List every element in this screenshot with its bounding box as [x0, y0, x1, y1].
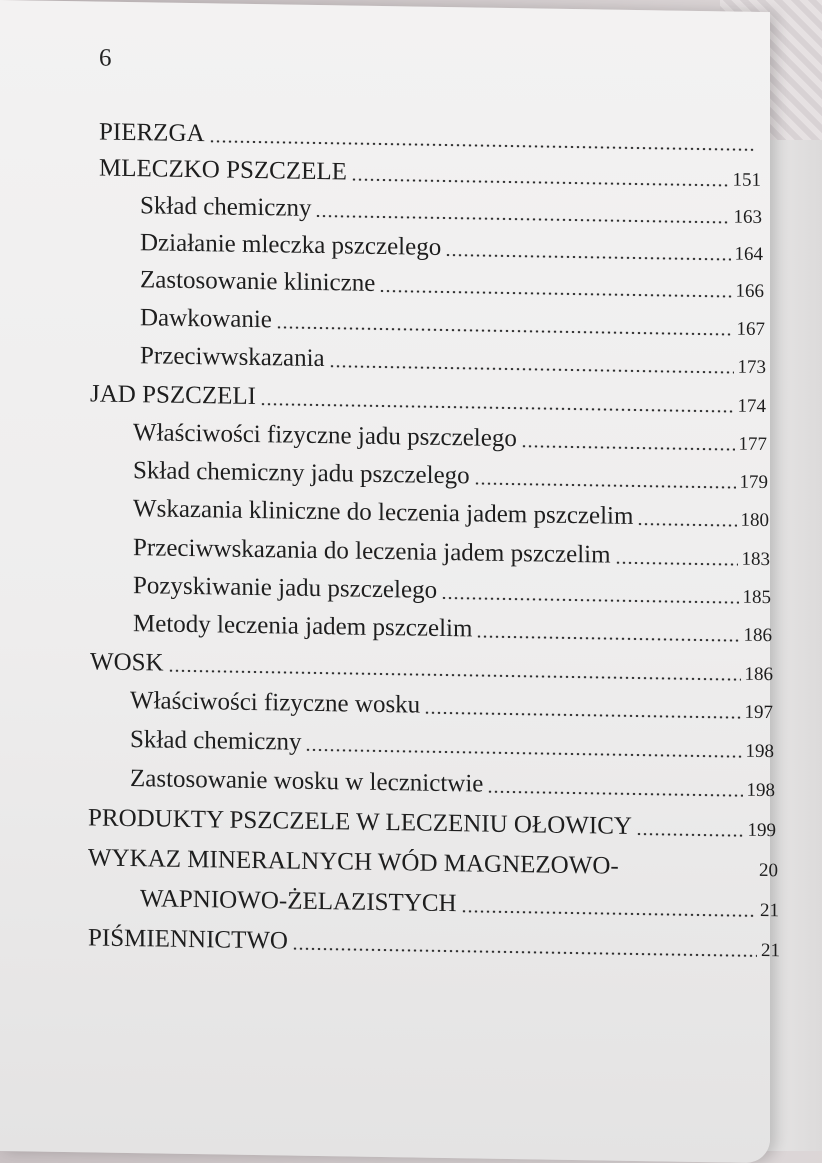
toc-entry-zastosowanie-kliniczne — [140, 267, 764, 302]
toc-entry-title: Wskazania kliniczne do leczenia jadem pszczelim — [133, 495, 634, 530]
toc-entry-page: 173 — [737, 356, 766, 379]
toc-entry-pozyskiwanie-jadu — [133, 573, 771, 608]
toc-entry-zastosowanie-wosku — [130, 766, 775, 801]
toc-entry-title: MLECZKO PSZCZELE — [99, 154, 347, 186]
toc-entry-produkty-olowica — [88, 805, 776, 841]
toc-entry-mleczko — [99, 156, 761, 191]
toc-entry-title: Przeciwwskazania do leczenia jadem pszczelim — [133, 534, 611, 569]
dot-leader — [292, 947, 757, 958]
toc-entry-page: 177 — [738, 433, 767, 456]
toc-entry-page: 186 — [743, 624, 772, 647]
toc-entry-page: 20 — [759, 859, 778, 882]
toc-entry-page: 163 — [733, 206, 762, 228]
dot-leader — [461, 909, 756, 918]
dot-leader — [636, 832, 744, 838]
dot-leader — [424, 711, 740, 720]
toc-entry-title: Zastosowanie kliniczne — [140, 266, 376, 297]
toc-entry-title: Zastosowanie wosku w lecznictwie — [130, 765, 484, 798]
toc-entry-page: 179 — [739, 471, 768, 494]
dot-leader — [260, 402, 734, 413]
toc-entry-page: 174 — [737, 395, 766, 418]
dot-leader — [209, 139, 755, 152]
dot-leader — [521, 444, 735, 451]
dot-leader — [276, 325, 733, 336]
toc-entry-pismiennictwo — [88, 925, 780, 961]
toc-entry-page: 151 — [732, 169, 761, 191]
toc-entry-title: JAD PSZCZELI — [90, 380, 256, 411]
toc-entry-title: Właściwości fizyczne wosku — [130, 687, 421, 719]
next-page-edge — [764, 140, 822, 1151]
toc-entry-metody-leczenia — [133, 611, 772, 646]
dot-leader — [487, 790, 742, 798]
dot-leader — [315, 214, 729, 225]
page-number: 6 — [99, 44, 112, 72]
toc-entry-page: 180 — [740, 509, 769, 532]
dot-leader — [445, 253, 730, 261]
toc-entry-title: WAPNIOWO-ŻELAZISTYCH — [140, 885, 457, 918]
toc-entry-title: PRODUKTY PSZCZELE W LECZENIU OŁOWICY — [88, 804, 632, 840]
toc-entry-page: 198 — [746, 779, 775, 802]
toc-entry-jad-pszczeli — [90, 381, 766, 417]
dot-leader — [329, 364, 734, 374]
toc-entry-title: WYKAZ MINERALNYCH WÓD MAGNEZOWO- — [88, 844, 619, 880]
toc-entry-dawkowanie — [140, 305, 765, 340]
toc-entry-sklad-jadu — [133, 458, 768, 493]
toc-entry-page: 186 — [744, 663, 773, 686]
dot-leader — [379, 289, 731, 299]
toc-entry-title: Przeciwwskazania — [140, 342, 325, 373]
dot-leader — [474, 481, 736, 489]
toc-entry-przeciwwskazania-jad — [133, 535, 770, 570]
toc-entry-page: 167 — [736, 318, 765, 341]
toc-entry-sklad-chemiczny — [140, 193, 762, 228]
toc-entry-page: 185 — [742, 586, 771, 609]
toc-entry-title: Skład chemiczny jadu pszczelego — [133, 457, 470, 490]
toc-entry-wlasciwosci-jadu — [133, 420, 767, 455]
toc-entry-page: 183 — [741, 548, 770, 571]
toc-entry-page: 198 — [745, 740, 774, 763]
toc-entry-title: Dawkowanie — [140, 304, 272, 334]
toc-entry-przeciwwskazania — [140, 343, 766, 378]
toc-entry-page: 199 — [747, 819, 776, 842]
toc-entry-title: Skład chemiczny — [130, 726, 302, 756]
toc-entry-sklad-wosku — [130, 727, 774, 762]
toc-entry-title: PIERZGA — [99, 118, 205, 148]
dot-leader — [168, 669, 741, 682]
toc-entry-wlasciwosci-wosku — [130, 688, 773, 723]
toc-entry-title: Działanie mleczka pszczelego — [140, 229, 442, 261]
dot-leader — [623, 872, 755, 878]
dot-leader — [351, 178, 729, 188]
toc-entry-title: WOSK — [90, 648, 164, 677]
toc-entry-wykaz-wod-cont — [140, 886, 779, 921]
toc-entry-wykaz-wod — [88, 845, 778, 881]
toc-entry-title: Pozyskiwanie jadu pszczelego — [133, 572, 438, 604]
toc-entry-page: 197 — [744, 701, 773, 724]
toc-entry-page: 166 — [735, 280, 764, 303]
toc-entry-page: 21 — [761, 939, 780, 962]
dot-leader — [476, 634, 739, 642]
toc-entry-page: 164 — [734, 243, 763, 265]
toc-entry-wosk — [90, 649, 773, 685]
toc-entry-pierzga — [99, 120, 759, 155]
dot-leader — [637, 522, 736, 528]
toc-entry-title: Skład chemiczny — [140, 192, 312, 222]
toc-entry-title: Metody leczenia jadem pszczelim — [133, 610, 473, 643]
toc-entry-wskazania-kliniczne — [133, 496, 769, 531]
dot-leader — [615, 561, 738, 567]
toc-entry-dzialanie-mleczka — [140, 230, 763, 265]
dot-leader — [441, 596, 738, 605]
toc-entry-title: PIŚMIENNICTWO — [88, 924, 288, 955]
dot-leader — [305, 748, 741, 759]
toc-entry-page: 21 — [760, 899, 779, 922]
toc-entry-title: Właściwości fizyczne jadu pszczelego — [133, 419, 517, 453]
